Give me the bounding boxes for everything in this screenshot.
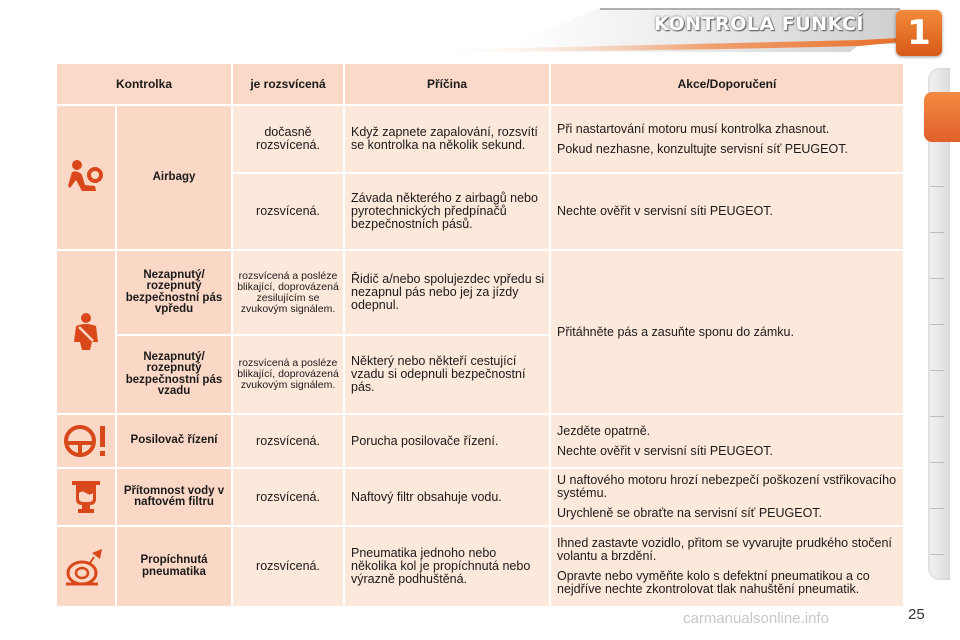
chapter-tab-divider	[930, 462, 944, 463]
chapter-tab-divider	[930, 324, 944, 325]
power-steering-icon-cell	[57, 415, 115, 467]
action-power-steering	[551, 415, 903, 467]
chapter-tab-divider	[930, 186, 944, 187]
chapter-tab-divider	[930, 370, 944, 371]
action-text: U naftového motoru hrozí nebezpečí poškození vstřikovacího systému.	[557, 473, 897, 500]
chapter-tab-divider	[930, 278, 944, 279]
state-airbag-temporary: dočasně rozsvícená.	[233, 106, 343, 172]
header-band	[0, 0, 960, 58]
row-label-water-in-fuel: Přítomnost vody v naftovém filtru	[117, 469, 231, 525]
chapter-tab-divider	[930, 508, 944, 509]
flat-tyre-icon-cell	[57, 527, 115, 606]
row-label-airbag: Airbagy	[117, 106, 231, 249]
action-text: Ihned zastavte vozidlo, přitom se vyvarujte prudkého stočení volantu a brzdění.	[557, 536, 892, 563]
power-steering-icon	[62, 423, 110, 459]
watermark: carmanualsonline.info	[683, 610, 829, 627]
airbag-icon	[66, 158, 106, 198]
airbag-icon-cell	[57, 106, 115, 249]
action-airbag-on: Nechte ověřit v servisní síti PEUGEOT.	[551, 174, 903, 249]
seatbelt-icon	[68, 312, 104, 352]
row-label-power-steering: Posilovač řízení	[117, 415, 231, 467]
cause-seatbelt-front: Řidič a/nebo spolujezdec vpředu si nezapnul pás nebo jej za jízdy odepnul.	[345, 251, 549, 334]
state-seatbelt-front: rozsvícená a posléze blikající, doprovázená zesilujícím se zvukovým signálem.	[233, 251, 343, 334]
action-text: Při nastartování motoru musí kontrolka zhasnout.	[557, 121, 830, 136]
row-label-seatbelt-rear: Nezapnutý/ rozepnutý bezpečnostní pás vzadu	[117, 336, 231, 413]
col-header-kontrolka: Kontrolka	[57, 64, 231, 104]
seatbelt-icon-cell	[57, 251, 115, 413]
chapter-tab-divider	[930, 416, 944, 417]
water-in-fuel-icon	[68, 477, 104, 517]
cause-airbag-on: Závada některého z airbagů nebo pyrotechnických předpínačů bezpečnostních pásů.	[345, 174, 549, 249]
cause-water-in-fuel: Naftový filtr obsahuje vodu.	[345, 469, 549, 525]
col-header-action: Akce/Doporučení	[551, 64, 903, 104]
action-text: Opravte nebo vyměňte kolo s defektní pneumatikou a co nejdříve nechte zkontrolovat tlak nahuštění pneumatik.	[557, 569, 870, 596]
action-text: Nechte ověřit v servisní síti PEUGEOT.	[557, 443, 774, 458]
cause-airbag-temporary: Když zapnete zapalování, rozsvítí se kontrolka na několik sekund.	[345, 106, 549, 172]
action-seatbelt: Přitáhněte pás a zasuňte sponu do zámku.	[551, 251, 903, 413]
state-power-steering: rozsvícená.	[233, 415, 343, 467]
chapter-tab-divider	[930, 554, 944, 555]
cause-power-steering: Porucha posilovače řízení.	[345, 415, 549, 467]
col-header-cause: Příčina	[345, 64, 549, 104]
row-label-flat-tyre: Propíchnutá pneumatika	[117, 527, 231, 606]
action-text: Urychleně se obraťte na servisní síť PEUGEOT.	[557, 506, 823, 520]
state-flat-tyre: rozsvícená.	[233, 527, 343, 606]
col-header-state: je rozsvícená	[233, 64, 343, 104]
cause-flat-tyre: Pneumatika jednoho nebo několika kol je propíchnutá nebo výrazně podhuštěná.	[345, 527, 549, 606]
action-airbag-temporary	[551, 106, 903, 172]
action-flat-tyre	[551, 527, 903, 606]
chapter-number: 1	[907, 13, 931, 53]
page-title: KONTROLA FUNKCÍ	[654, 13, 864, 35]
state-airbag-on: rozsvícená.	[233, 174, 343, 249]
state-water-in-fuel: rozsvícená.	[233, 469, 343, 525]
chapter-tab-divider	[930, 232, 944, 233]
state-seatbelt-rear: rozsvícená a posléze blikající, doprovázená zvukovým signálem.	[233, 336, 343, 413]
action-water-in-fuel	[551, 469, 903, 525]
action-text: Jezděte opatrně.	[557, 423, 651, 438]
water-in-fuel-icon-cell	[57, 469, 115, 525]
action-text: Pokud nezhasne, konzultujte servisní síť PEUGEOT.	[557, 141, 848, 156]
chapter-tab-active[interactable]	[924, 92, 960, 142]
cause-seatbelt-rear: Některý nebo někteří cestující vzadu si odepnuli bezpečnostní pás.	[345, 336, 549, 413]
flat-tyre-icon	[64, 547, 108, 587]
page-number: 25	[908, 606, 925, 623]
row-label-seatbelt-front: Nezapnutý/ rozepnutý bezpečnostní pás vpředu	[117, 251, 231, 334]
chapter-badge	[896, 10, 942, 56]
